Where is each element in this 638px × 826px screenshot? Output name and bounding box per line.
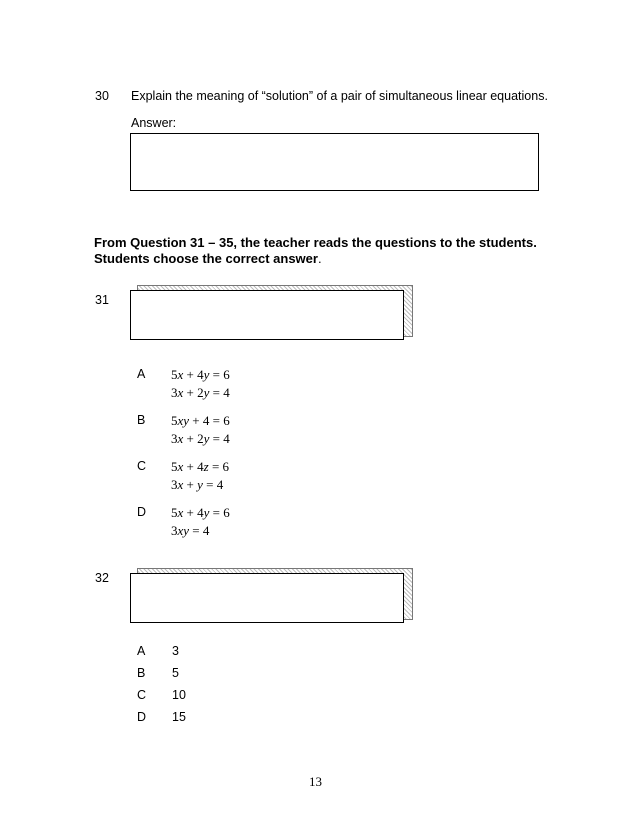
- q32-option-d-letter[interactable]: D: [137, 710, 147, 724]
- q32-option-c-letter[interactable]: C: [137, 688, 147, 702]
- q31-option-c-eq1: 5x + 4z = 6: [171, 459, 230, 474]
- q32-option-d-value: 15: [172, 710, 186, 724]
- instruction-line-2: [94, 251, 322, 266]
- q31-option-b-eq2: 3x + 2y = 4: [171, 431, 230, 446]
- q31-option-d-letter[interactable]: D: [137, 505, 147, 519]
- q32-option-b-value: 5: [172, 666, 179, 680]
- q31-option-b-letter[interactable]: B: [137, 413, 146, 427]
- q31-option-b-eq1: 5xy + 4 = 6: [171, 413, 230, 428]
- question-30-number: 30: [95, 89, 109, 103]
- q32-option-b-letter[interactable]: B: [137, 666, 146, 680]
- question-30-text: Explain the meaning of “solution” of a pair of simultaneous linear equations.: [131, 89, 548, 103]
- q31-option-c-letter[interactable]: C: [137, 459, 147, 473]
- question-32-box-front: [130, 573, 404, 623]
- q31-option-a-eq1: 5x + 4y = 6: [171, 367, 230, 382]
- answer-label: Answer:: [131, 116, 177, 130]
- question-32-prompt-box: [130, 573, 404, 623]
- q31-option-d-eq2: 3xy = 4: [171, 523, 210, 538]
- question-31-prompt-box: [130, 290, 404, 340]
- q32-option-a-value: 3: [172, 644, 179, 658]
- q31-option-c-eq2: 3x + y = 4: [171, 477, 224, 492]
- question-31-box-front: [130, 290, 404, 340]
- question-32-number: 32: [95, 571, 109, 585]
- question-31-number: 31: [95, 293, 109, 307]
- instruction-line-1: From Question 31 – 35, the teacher reads the questions to the students.: [94, 235, 537, 250]
- q31-option-a-letter[interactable]: A: [137, 367, 146, 381]
- page-number: 13: [309, 774, 322, 789]
- q31-option-a-eq2: 3x + 2y = 4: [171, 385, 230, 400]
- q32-option-a-letter[interactable]: A: [137, 644, 146, 658]
- answer-box[interactable]: [130, 133, 539, 191]
- instruction-line-2-text: Students choose the correct answer: [94, 251, 318, 266]
- instruction-line-2-period: .: [317, 251, 322, 266]
- q31-option-d-eq1: 5x + 4y = 6: [171, 505, 230, 520]
- q32-option-c-value: 10: [172, 688, 186, 702]
